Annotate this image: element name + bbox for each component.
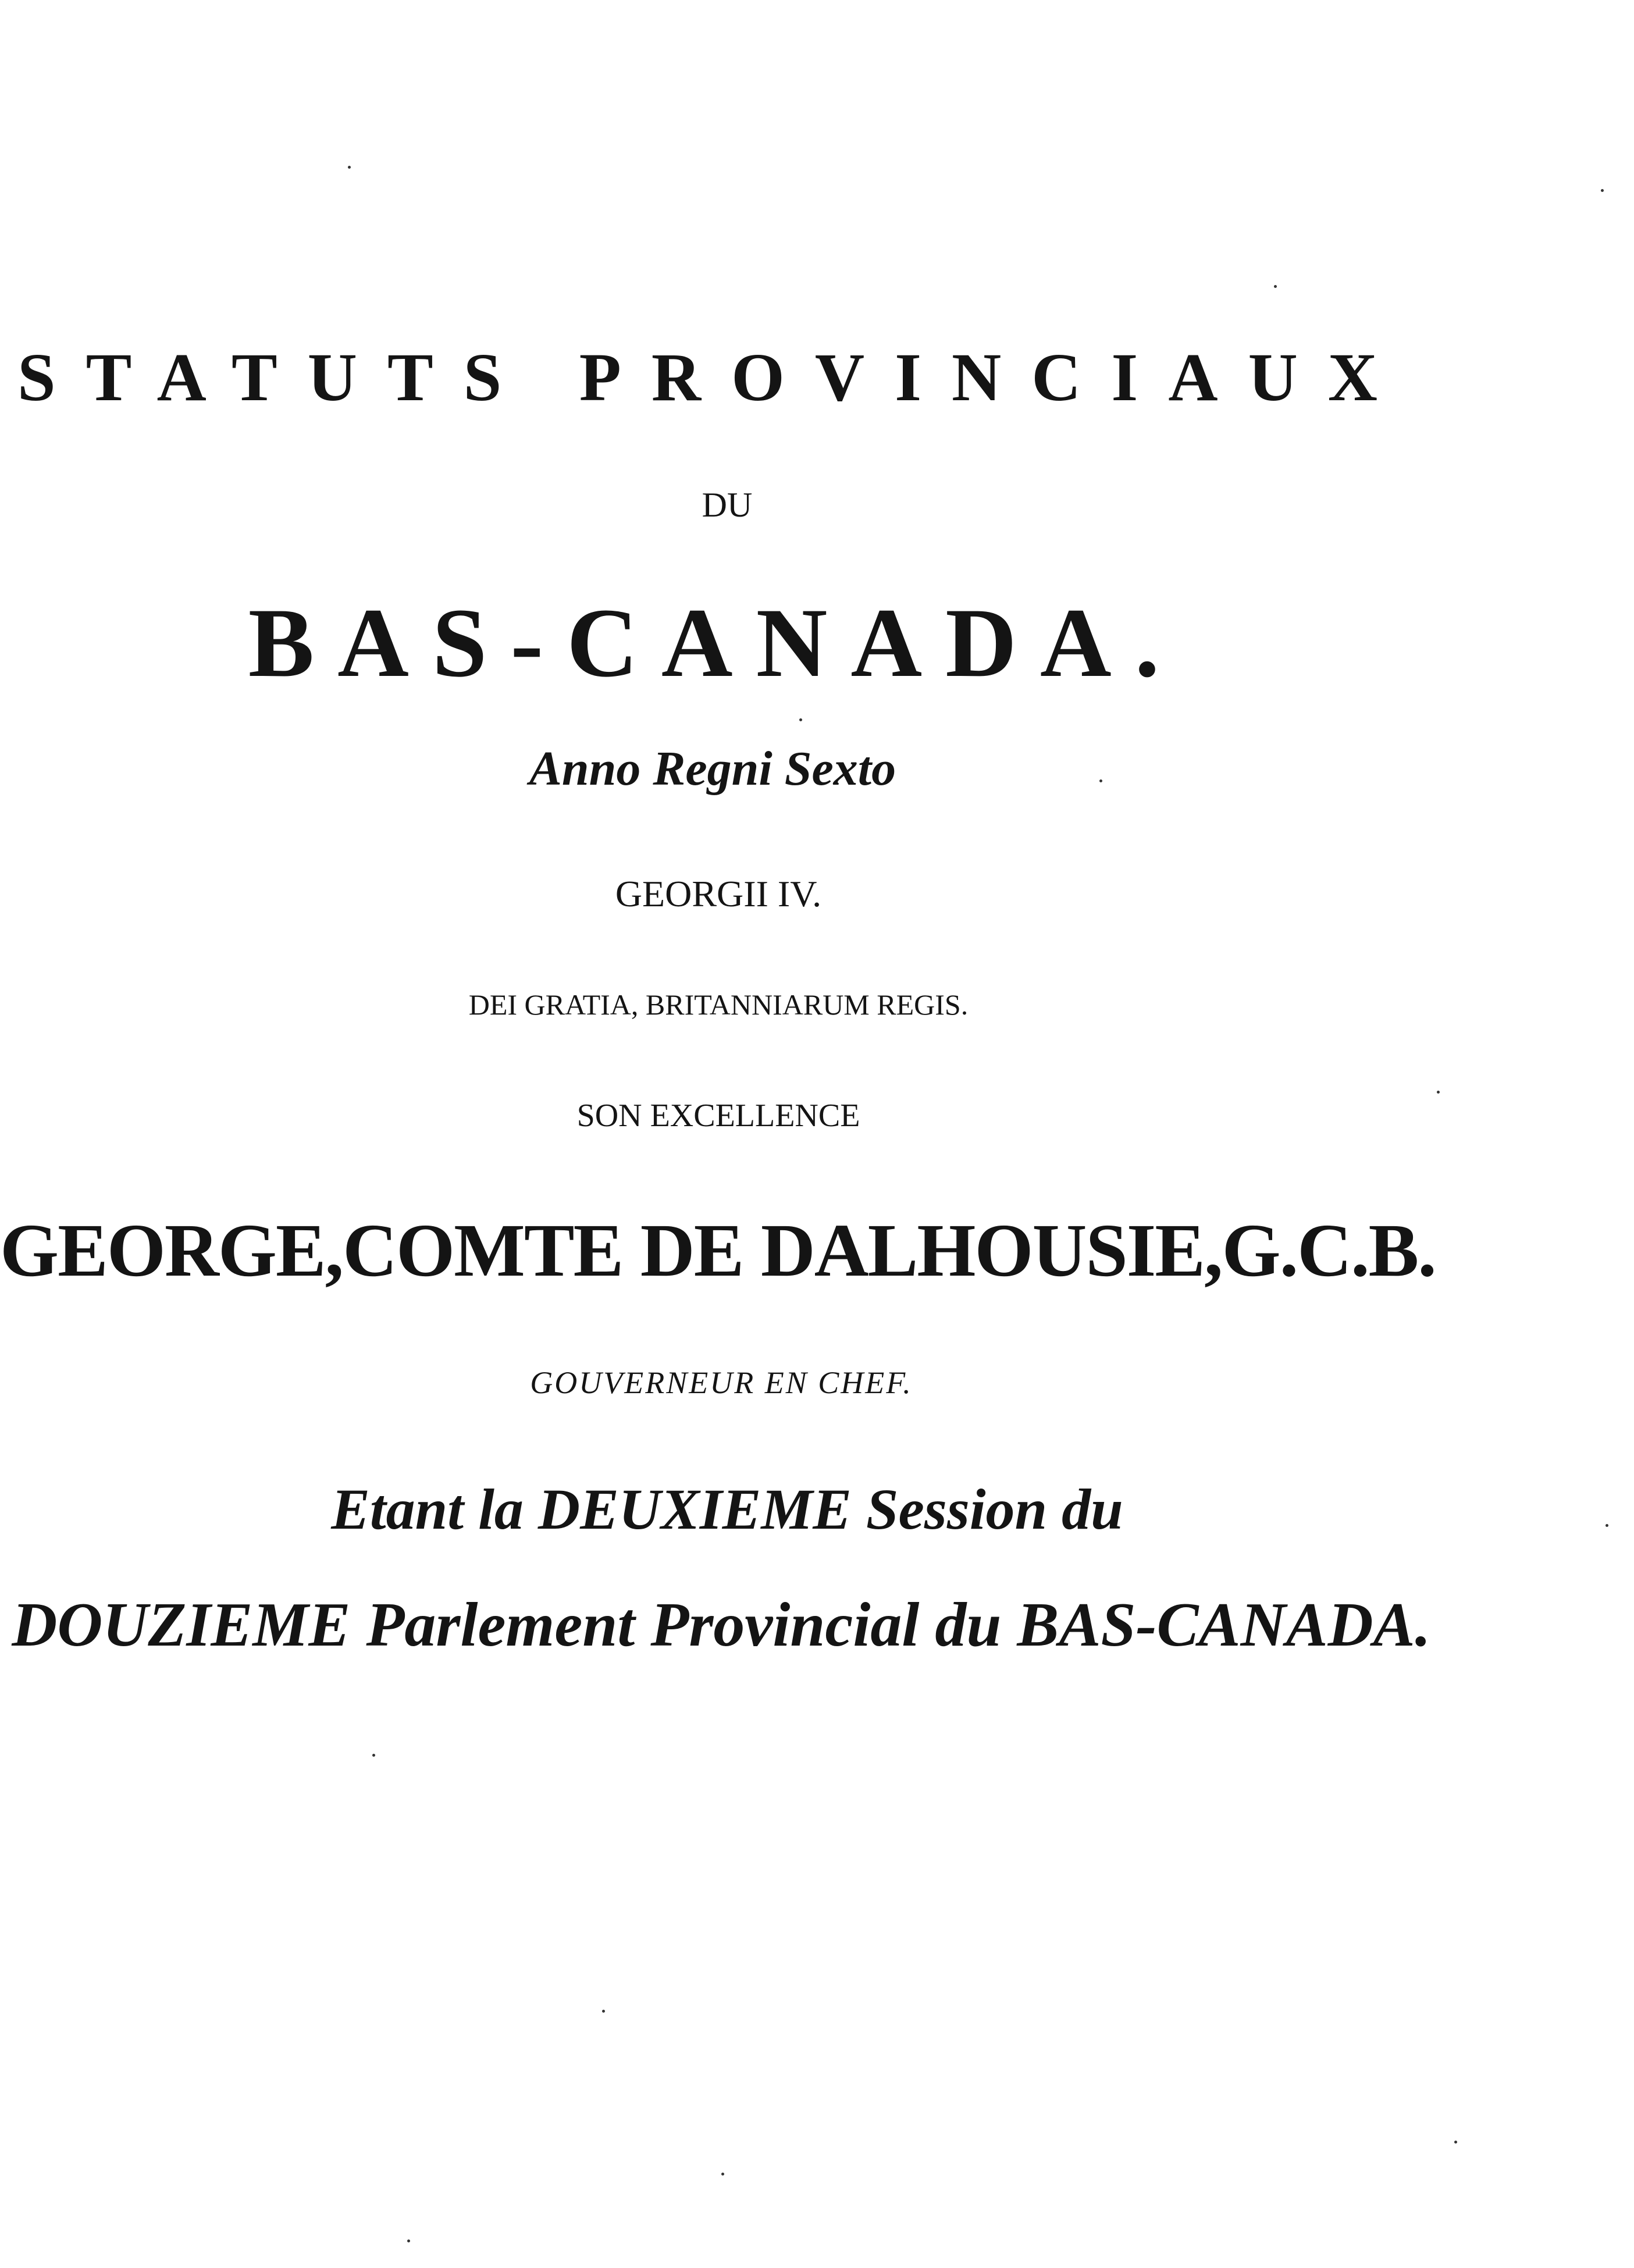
heading-connector: DU <box>702 486 753 524</box>
speck <box>1605 1524 1608 1527</box>
session-line: Etant la DEUXIEME Session du <box>331 1477 1123 1541</box>
honorific: SON EXCELLENCE <box>576 1098 860 1134</box>
speck <box>799 718 802 721</box>
speck <box>1099 779 1102 782</box>
speck <box>602 2010 605 2013</box>
page-heading: STATUTS PROVINCIAUX <box>17 339 1408 415</box>
province-name: BAS-CANADA. <box>248 588 1183 697</box>
speck <box>721 2173 724 2176</box>
monarch-style: DEI GRATIA, BRITANNIARUM REGIS. <box>468 988 969 1021</box>
governor-name: GEORGE,COMTE DE DALHOUSIE,G.C.B. <box>0 1209 1436 1293</box>
speck <box>372 1754 375 1757</box>
speck <box>1454 2141 1457 2144</box>
speck <box>1274 285 1277 288</box>
parliament-line: DOUZIEME Parlement Provincial du BAS-CANADA. <box>12 1590 1431 1660</box>
speck <box>1601 189 1604 192</box>
speck <box>407 2239 410 2242</box>
monarch-name: GEORGII IV. <box>615 873 822 914</box>
regnal-year: Anno Regni Sexto <box>529 742 896 796</box>
speck <box>1437 1091 1440 1094</box>
speck <box>348 166 351 169</box>
governor-title: GOUVERNEUR EN CHEF. <box>530 1365 913 1400</box>
